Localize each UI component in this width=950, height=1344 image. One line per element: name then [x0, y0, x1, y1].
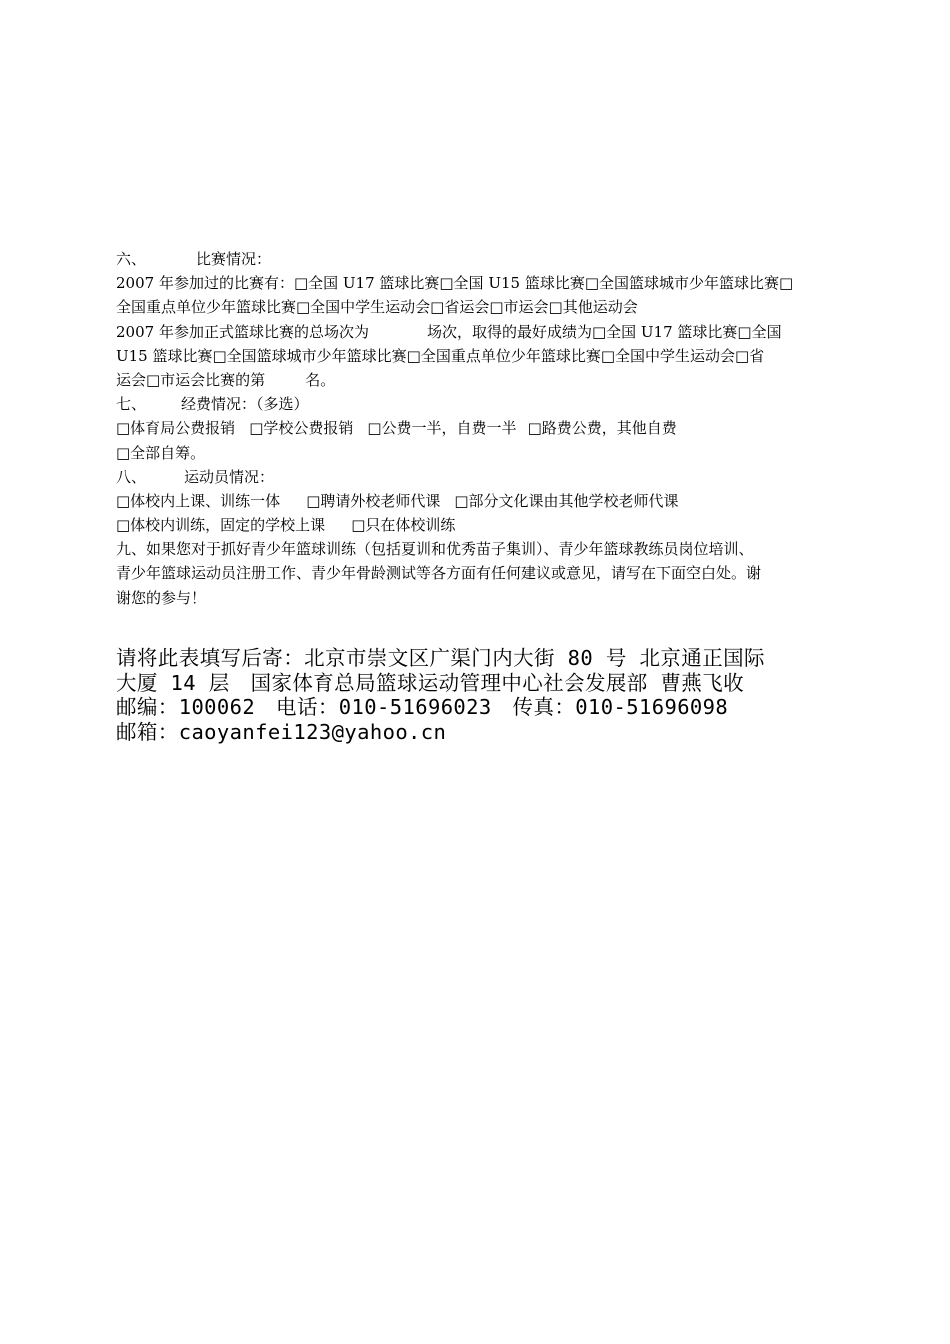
section-8-options-row-1: [116, 489, 838, 513]
athlete-option-integrated[interactable]: □体校内上课、训练一体: [116, 491, 281, 510]
mailing-address-line-2: 大厦 14 层 国家体育总局篮球运动管理中心社会发展部 曹燕飞收: [116, 670, 745, 695]
athlete-option-partial[interactable]: □部分文化课由其他学校老师代课: [454, 491, 679, 510]
mailing-address-line-1: 请将此表填写后寄：北京市崇文区广渠门内大街 80 号 北京通正国际: [116, 646, 765, 670]
section-8-number: 八、: [116, 467, 147, 486]
section-9-line-1: 九、如果您对于抓好青少年篮球训练（包括夏训和优秀苗子集训）、青少年篮球教练员岗位培训、: [116, 540, 754, 559]
athlete-option-hired-teachers[interactable]: □聘请外校老师代课: [306, 491, 441, 510]
funding-option-travel[interactable]: □路费公费，其他自费: [527, 419, 677, 438]
section-6-title: 比赛情况：: [196, 250, 272, 268]
section-9-line-3: 谢您的参与！: [116, 588, 207, 607]
section-6-line-5: [116, 368, 838, 392]
section-7-options-row-1: [116, 416, 838, 440]
section-9-line-2: 青少年篮球运动员注册工作、青少年骨龄测试等各方面有任何建议或意见，请写在下面空白处。谢: [116, 564, 762, 583]
section-6-line-1: 2007 年参加过的比赛有：□全国 U17 篮球比赛□全国 U15 篮球比赛□全国篮球城市少年篮球比赛□: [116, 274, 794, 293]
section-7-options-row-2: [116, 441, 838, 465]
funding-option-sports-bureau[interactable]: □体育局公费报销: [116, 419, 236, 438]
mailing-contact-line: 邮编：100062 电话：010-51696023 传真：010-51696098: [116, 695, 729, 719]
section-7-title: 经费情况：（多选）: [181, 395, 309, 414]
section-6-line-4: U15 篮球比赛□全国篮球城市少年篮球比赛□全国重点单位少年篮球比赛□全国中学生运动会□省: [116, 346, 765, 365]
questionnaire-body: [116, 247, 838, 610]
ranking-label: 运会□市运会比赛的第: [116, 370, 266, 389]
section-7-heading: [116, 392, 838, 416]
athlete-option-fixed-school[interactable]: □体校内训练，固定的学校上课: [116, 516, 326, 535]
funding-option-school[interactable]: □学校公费报销: [249, 419, 354, 438]
funding-option-half[interactable]: □公费一半，自费一半: [367, 419, 517, 438]
total-games-label: 2007 年参加正式篮球比赛的总场次为: [116, 322, 369, 341]
section-6-line-2: 全国重点单位少年篮球比赛□全国中学生运动会□省运会□市运会□其他运动会: [116, 298, 638, 317]
section-6-heading: [116, 247, 838, 271]
athlete-option-only-training[interactable]: □只在体校训练: [351, 516, 456, 535]
best-result-label: 场次，取得的最好成绩为□全国 U17 篮球比赛□全国: [426, 322, 782, 341]
mailing-instructions: [116, 646, 856, 744]
funding-option-self[interactable]: □全部自筹。: [116, 443, 206, 462]
section-6-number: 六、: [116, 250, 147, 268]
section-7-number: 七、: [116, 395, 147, 414]
section-8-options-row-2: [116, 513, 838, 537]
section-8-heading: [116, 465, 838, 489]
mailing-email-line: 邮箱：caoyanfei123@yahoo.cn: [116, 719, 447, 744]
section-8-title: 运动员情况：: [184, 467, 275, 486]
section-6-line-3: [116, 320, 838, 344]
ranking-suffix: 名。: [305, 370, 336, 389]
